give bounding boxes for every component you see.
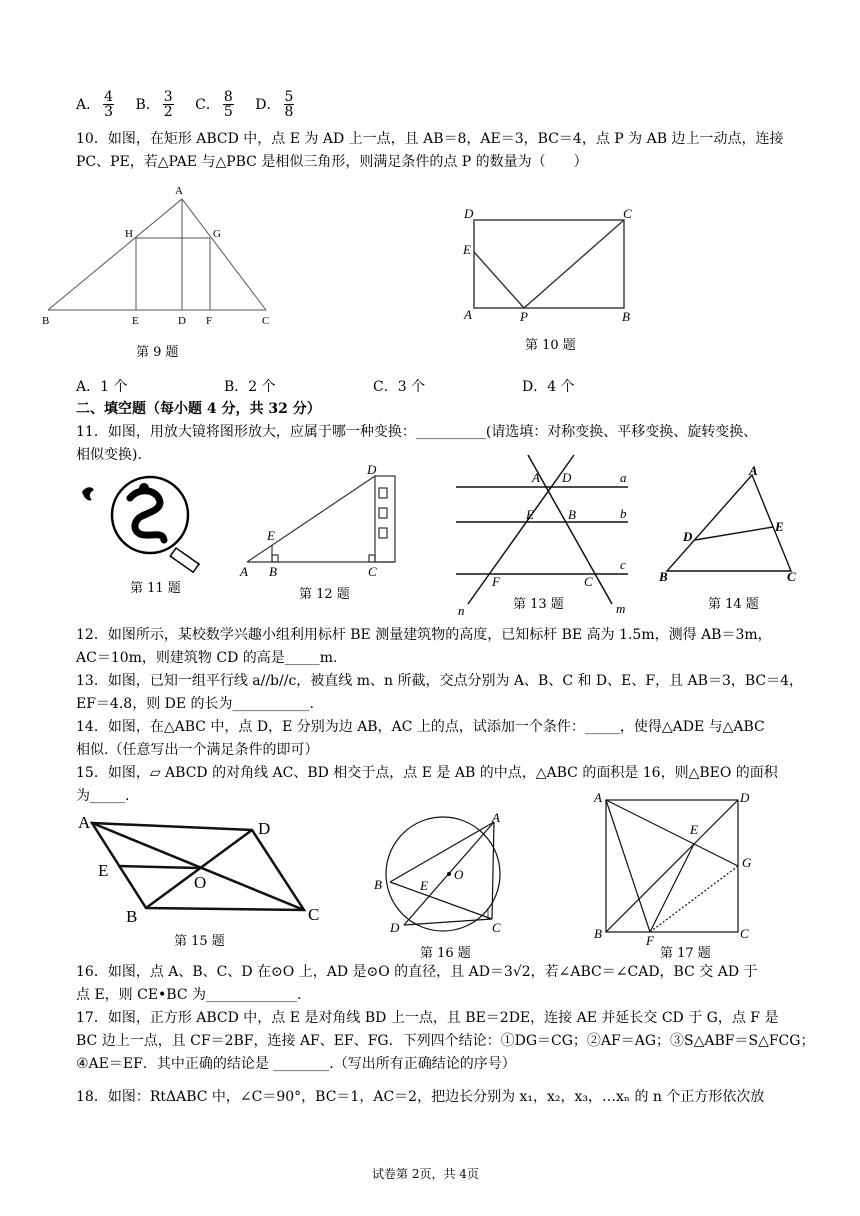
- figure-11: [72, 470, 222, 580]
- section-2-heading: 二、填空题（每小题 4 分，共 32 分）: [76, 401, 321, 417]
- fig14-label-a: A: [749, 465, 758, 478]
- fig15-label-d: D: [258, 819, 271, 838]
- q10-line1: 10．如图，在矩形 ABCD 中，点 E 为 AD 上一点，且 AB＝8，AE＝3，BC＝4，点 P 为 AB 边上一动点，连接: [76, 131, 784, 147]
- fig10-label-c: C: [623, 206, 632, 221]
- q10-option-a: A．1 个: [76, 379, 128, 395]
- fig13-label-a: A: [532, 470, 540, 485]
- fig14-label-b: B: [659, 569, 668, 584]
- q13-line2: EF＝4.8，则 DE 的长为___________.: [76, 696, 314, 712]
- fig17-label-f: F: [646, 933, 654, 948]
- fig10-label-b: B: [622, 309, 630, 324]
- fig9-label-d: D: [178, 315, 186, 327]
- q11-line2: 相似变换).: [76, 447, 142, 463]
- fig13-label-b: B: [568, 507, 576, 522]
- fig15-caption: 第 15 题: [174, 934, 225, 949]
- fig13-label-c-line: c: [620, 557, 626, 572]
- q9-option-d: D． $\frac{5}{8}$: [255, 89, 294, 120]
- q12-line1: 12．如图所示，某校数学兴趣小组利用标杆 BE 测量建筑物的高度，已知标杆 BE 高为 1.5m，测得 AB＝3m，: [76, 627, 772, 643]
- q17-line2: BC 边上一点，且 CF＝2BF，连接 AF、EF、FG．下列四个结论：①DG＝CG；②AF＝AG；③S△ABF＝S△FCG；: [76, 1033, 815, 1049]
- fig12-label-e: E: [267, 528, 275, 543]
- q17-line3: ④AE＝EF．其中正确的结论是 ________.（写出所有正确结论的序号）: [76, 1056, 516, 1072]
- q10-line2: PC、PE，若△PAE 与△PBC 是相似三角形，则满足条件的点 P 的数量为（ ）: [76, 154, 588, 170]
- fig15-label-c: C: [308, 905, 320, 923]
- fig13-label-a-line: a: [620, 470, 627, 485]
- fig9-label-b: B: [42, 315, 50, 327]
- figure-15: [78, 808, 338, 923]
- q12-line2: AC＝10m，则建筑物 CD 的高是_____m.: [76, 650, 338, 666]
- fig10-label-a: A: [464, 307, 472, 322]
- fig16-label-d: D: [390, 920, 400, 935]
- q10-option-c: C．3 个: [373, 379, 426, 395]
- fig16-label-o: O: [454, 867, 464, 882]
- fig15-label-a: A: [78, 813, 91, 832]
- fig17-label-d: D: [740, 790, 750, 805]
- fig17-caption: 第 17 题: [660, 946, 711, 961]
- fig13-label-d: D: [562, 470, 572, 485]
- fig17-label-b: B: [594, 926, 602, 941]
- q16-line1: 16．如图，点 A、B、C、D 在⊙O 上，AD 是⊙O 的直径，且 AD＝3√2，若∠ABC＝∠CAD，BC 交 AD 于: [76, 964, 758, 980]
- fig15-label-b: B: [126, 907, 138, 923]
- q9-options: [76, 90, 311, 119]
- fig16-label-b: B: [374, 877, 382, 892]
- figure-10: [460, 205, 660, 325]
- fig17-label-e: E: [690, 822, 698, 837]
- q9-option-a: A． $\frac{4}{3}$: [76, 89, 114, 120]
- figure-17: [588, 788, 763, 948]
- q9-option-c: C． $\frac{8}{5}$: [195, 89, 233, 120]
- fig15-label-o: O: [194, 873, 207, 892]
- figure-9: [40, 185, 280, 330]
- fig13-label-e: E: [526, 507, 534, 522]
- fig10-label-d: D: [464, 206, 474, 221]
- fig16-caption: 第 16 题: [420, 946, 471, 961]
- fig12-label-c: C: [368, 564, 377, 579]
- fig13-label-n: n: [458, 603, 465, 617]
- fig13-label-b-line: b: [620, 506, 627, 521]
- fig16-label-e: E: [420, 878, 428, 893]
- fig12-label-b: B: [269, 564, 277, 579]
- figure-14: [655, 465, 800, 585]
- q14-line1: 14．如图，在△ABC 中，点 D，E 分别为边 AB，AC 上的点，试添加一个条件：_____，使得△ADE 与△ABC: [76, 719, 765, 735]
- q15-line2: 为_____.: [76, 788, 130, 804]
- q10-option-d: D．4 个: [522, 379, 575, 395]
- fig16-label-c: C: [492, 920, 501, 935]
- fig10-label-e: E: [463, 242, 471, 257]
- fig10-caption: 第 10 题: [525, 338, 576, 353]
- fig17-label-g: G: [742, 855, 752, 870]
- q10-option-b: B．2 个: [224, 379, 276, 395]
- q15-line1: 15．如图，▱ ABCD 的对角线 AC、BD 相交于点，点 E 是 AB 的中点，△ABC 的面积是 16，则△BEO 的面积: [76, 765, 778, 781]
- figure-16: [368, 812, 508, 937]
- q11-line1: 11．如图，用放大镜将图形放大，应属于哪一种变换：__________(请选填：对称变换、平移变换、旋转变换、: [76, 424, 758, 440]
- fig17-label-a: A: [594, 790, 602, 805]
- fig9-label-f: F: [206, 315, 213, 327]
- fig13-caption: 第 13 题: [513, 597, 564, 612]
- fig14-label-e: E: [775, 519, 784, 534]
- fig17-label-c: C: [740, 926, 749, 941]
- fig9-label-a: A: [175, 185, 183, 197]
- q9-option-b: B． $\frac{3}{2}$: [135, 89, 173, 120]
- fig10-label-p: P: [520, 309, 528, 324]
- fig9-label-c: C: [262, 315, 270, 327]
- fig13-label-c: C: [584, 574, 593, 589]
- fig13-label-m: m: [616, 601, 626, 616]
- fig9-label-g: G: [213, 228, 221, 240]
- fig9-label-e: E: [132, 315, 139, 327]
- fig13-label-f: F: [492, 574, 500, 589]
- page-footer: 试卷第 2页，共 4页: [372, 1167, 479, 1181]
- q14-line2: 相似.（任意写出一个满足条件的即可）: [76, 742, 319, 758]
- q13-line1: 13．如图，已知一组平行线 a//b//c，被直线 m、n 所截，交点分别为 A、B、C 和 D、E、F，且 AB＝3，BC＝4，: [76, 673, 804, 689]
- q16-line2: 点 E，则 CE•BC 为_____________.: [76, 987, 302, 1003]
- q17-line1: 17．如图，正方形 ABCD 中，点 E 是对角线 BD 上一点，且 BE＝2DE，连接 AE 并延长交 CD 于 G，点 F 是: [76, 1010, 779, 1026]
- fig14-caption: 第 14 题: [708, 597, 759, 612]
- fig16-label-a: A: [492, 812, 500, 825]
- fig11-caption: 第 11 题: [130, 581, 181, 596]
- fig9-caption: 第 9 题: [136, 345, 179, 360]
- fig14-label-d: D: [683, 529, 693, 544]
- fig14-label-c: C: [787, 569, 796, 584]
- fig12-label-d: D: [367, 462, 377, 477]
- fig9-label-h: H: [125, 228, 133, 240]
- fig12-caption: 第 12 题: [299, 587, 350, 602]
- figure-12: [235, 460, 405, 580]
- fig12-label-a: A: [240, 564, 248, 579]
- q18-line1: 18．如图：RtΔABC 中，∠C＝90°，BC＝1，AC＝2，把边长分别为 x₁，x₂，x₃，…xₙ 的 n 个正方形依次放: [76, 1089, 765, 1105]
- fig15-label-e: E: [98, 861, 109, 880]
